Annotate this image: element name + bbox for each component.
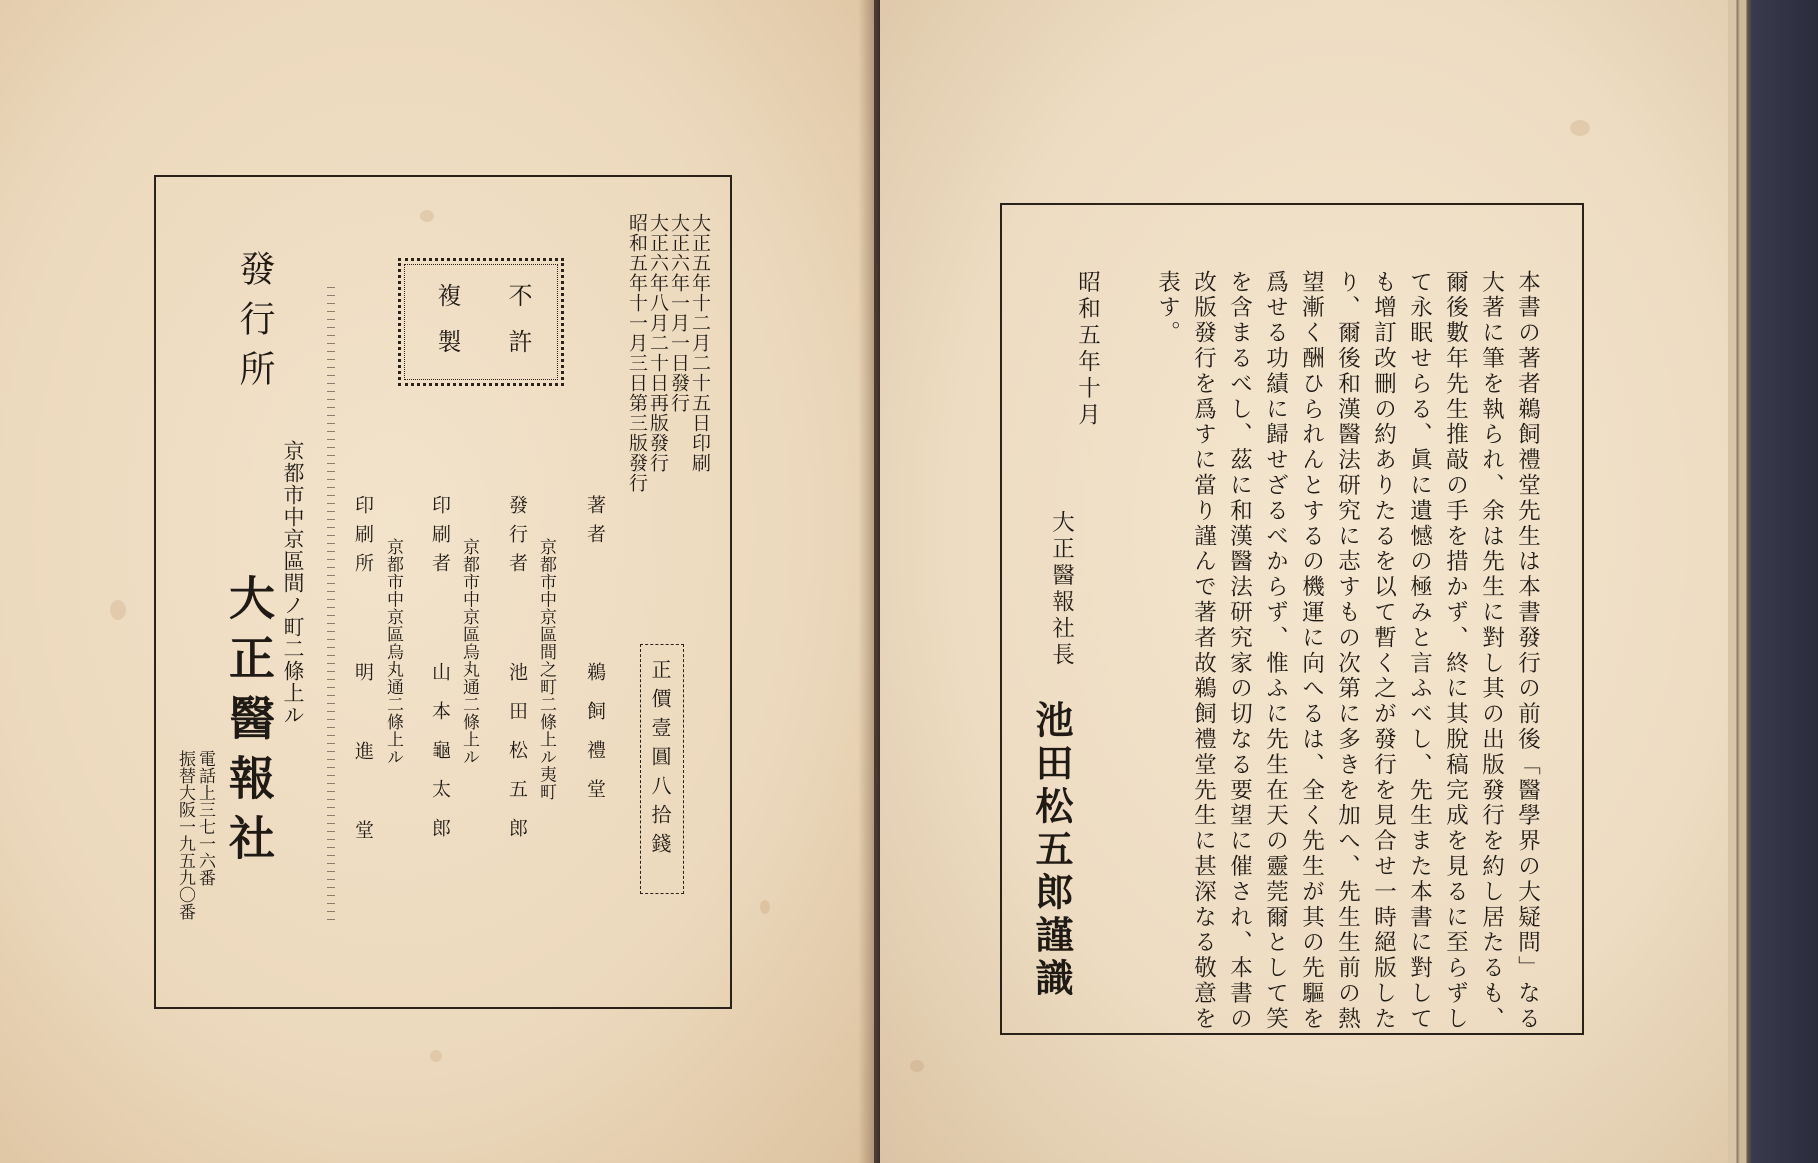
- book-edge: [1728, 0, 1818, 1163]
- printer-person-label: 印刷者: [429, 495, 451, 582]
- publishing-house-transfer: 振替大阪一九五九〇番: [175, 750, 195, 920]
- publisher-person-address: 京都市中京區間之町二條上ル夷町: [536, 538, 556, 801]
- wavy-divider: [327, 283, 335, 923]
- publishing-house-phone: 電話上三七一六番: [195, 750, 215, 886]
- signer-title: 大正醫報社長: [1048, 510, 1075, 669]
- left-page: [0, 0, 874, 1163]
- publishing-house-label: 發行所: [234, 250, 275, 400]
- issue-date-1: 大正六年一月一日發行: [668, 213, 690, 413]
- preface-line: 爲せる功績に歸せざるべからず、惟ふに先生在天の靈莞爾として笑: [1262, 270, 1289, 1032]
- signer-name: 池田松五郎謹識: [1029, 700, 1074, 1001]
- stamp-line-2: 複製: [433, 283, 461, 375]
- preface-line: を含まるべし、茲に和漢醫法研究家の切なる要望に催され、本書の: [1226, 270, 1253, 1032]
- preface-date: 昭和五年十月: [1074, 270, 1101, 429]
- stamp-line-1: 不許: [504, 283, 532, 375]
- publisher-person-name: 池田松五郎: [506, 662, 528, 857]
- printer-person-name: 山本龜太郎: [429, 662, 451, 857]
- preface-line: 改版發行を爲すに當り謹んで著者故鵜飼禮堂先生に甚深なる敬意を: [1190, 270, 1217, 1032]
- preface-line: 爾後數年先生推敲の手を措かず、終に其脫稿完成を見るに至らずし: [1442, 270, 1469, 1032]
- preface-line: 表す。: [1154, 270, 1181, 347]
- preface-line: り、爾後和漢醫法研究に志すもの次第に多きを加へ、先生生前の熱: [1334, 270, 1361, 1032]
- printing-house-name: 明進堂: [352, 662, 374, 899]
- preface-line: 望漸く酬ひられんとするの機運に向へるは、全く先生が其の先驅を: [1298, 270, 1325, 1032]
- printing-house-address: 京都市中京區烏丸通二條上ル: [383, 538, 403, 766]
- price-box: [640, 644, 684, 894]
- printer-person-address: 京都市中京區烏丸通二條上ル: [459, 538, 479, 766]
- reissue-date-3: 昭和五年十一月三日第三版發行: [626, 213, 648, 493]
- publisher-person-label: 發行者: [506, 495, 528, 582]
- printing-house-label: 印刷所: [352, 495, 374, 582]
- author-label: 著者: [584, 495, 606, 553]
- preface-line: て永眠せらる、眞に遺憾の極みと言ふべし、先生また本書に對して: [1406, 270, 1433, 1032]
- reissue-date-2: 大正六年八月二十日再版發行: [647, 213, 669, 473]
- print-date-1: 大正五年十二月二十五日印刷: [689, 213, 711, 473]
- preface-line: も增訂改刪の約ありたるを以て暫く之が發行を見合せ一時絕版した: [1370, 270, 1397, 1032]
- copyright-stamp: [398, 258, 564, 386]
- preface-line: 大著に筆を執られ、余は先生に對し其の出版發行を約し居たるも、: [1478, 270, 1505, 1032]
- price-text: 正價壹圓八拾錢: [648, 659, 672, 862]
- right-page: [880, 0, 1728, 1163]
- preface-line: 本書の著者鵜飼禮堂先生は本書發行の前後「醫學界の大疑問」なる: [1514, 270, 1541, 1032]
- publishing-house-address: 京都市中京區間ノ町二條上ル: [281, 440, 305, 726]
- publishing-house-name: 大正醫報社: [222, 574, 276, 874]
- author-name: 鵜飼禮堂: [584, 662, 606, 818]
